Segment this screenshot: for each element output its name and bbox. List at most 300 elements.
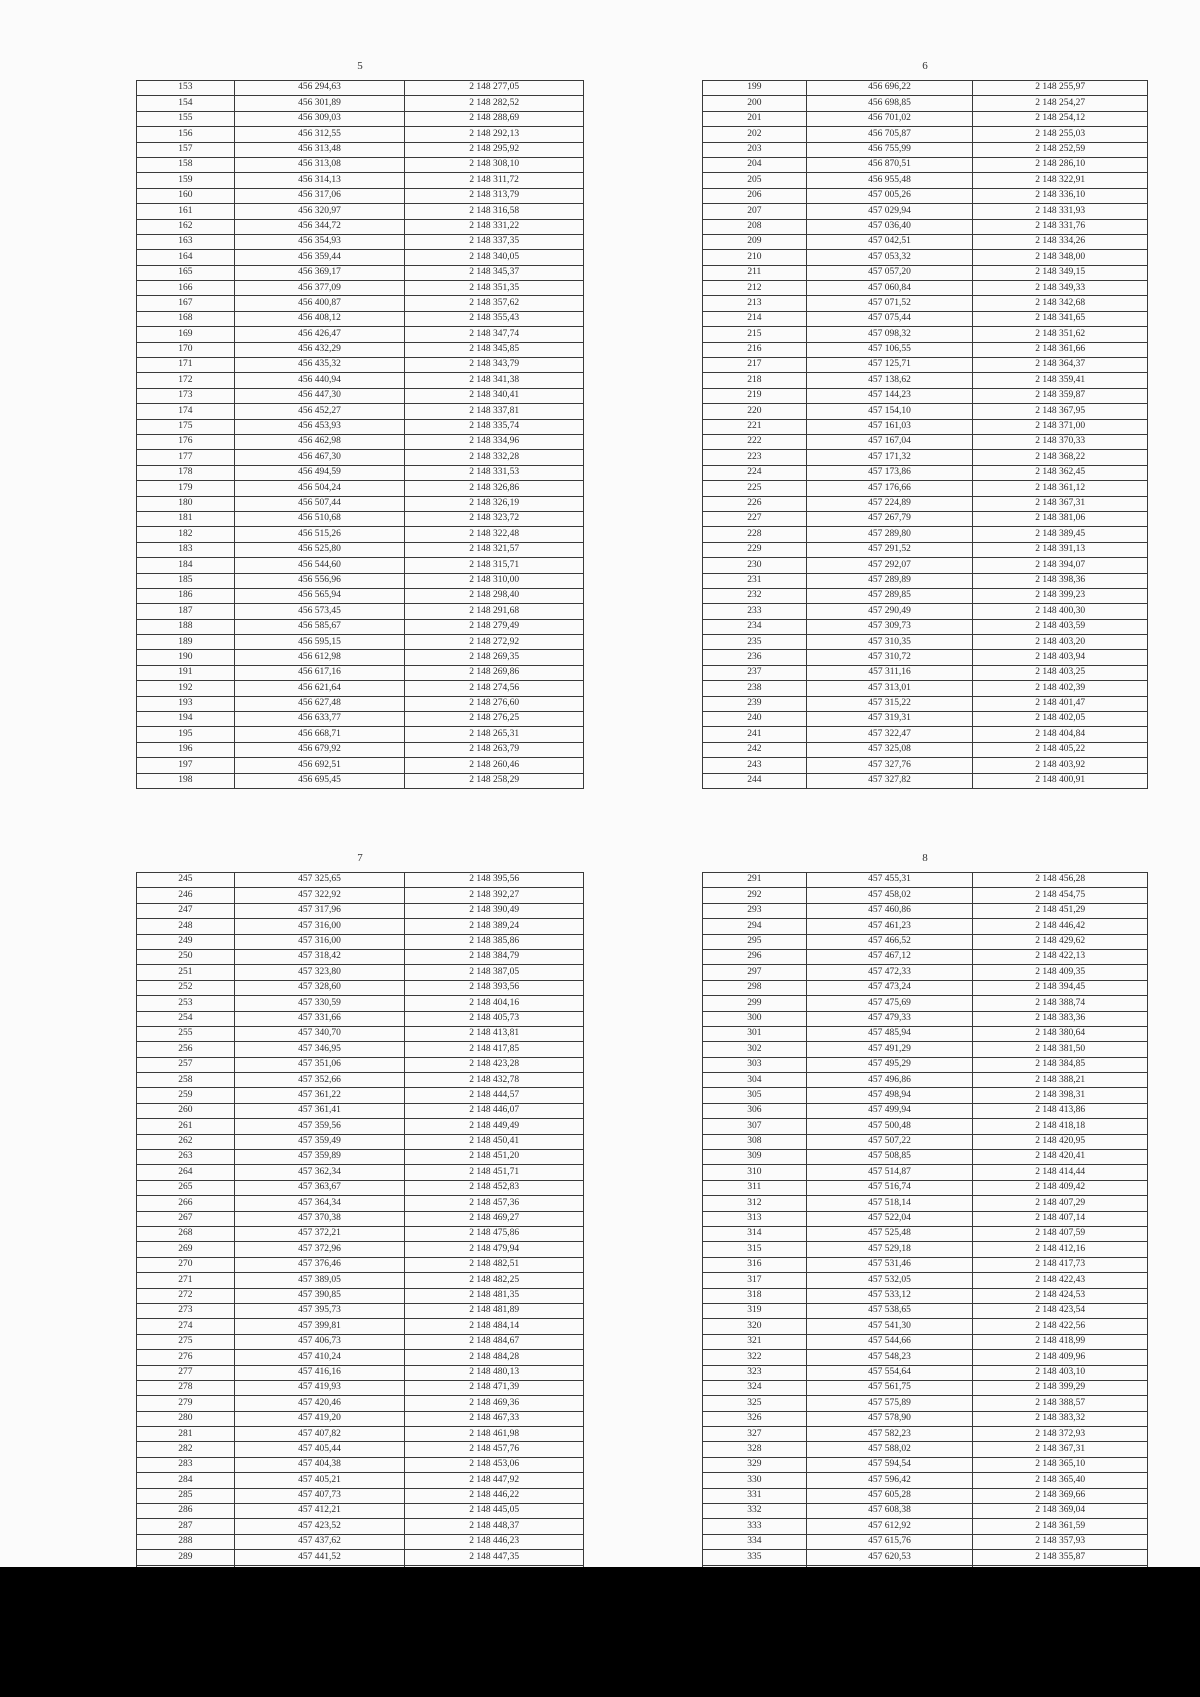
x-coordinate: 457 554,64: [806, 1365, 973, 1380]
x-coordinate: 456 696,22: [806, 81, 973, 96]
table-row: [137, 1504, 584, 1519]
table-row: [137, 965, 584, 980]
y-coordinate: 2 148 429,62: [973, 934, 1148, 949]
x-coordinate: 457 361,41: [234, 1103, 405, 1118]
x-coordinate: 457 467,12: [806, 949, 973, 964]
table-row: [137, 588, 584, 603]
x-coordinate: 457 466,52: [806, 934, 973, 949]
x-coordinate: 457 176,66: [806, 481, 973, 496]
x-coordinate: 457 460,86: [806, 903, 973, 918]
x-coordinate: 456 525,80: [234, 542, 405, 557]
y-coordinate: 2 148 252,59: [973, 142, 1148, 157]
table-row: [703, 511, 1148, 526]
point-number: 190: [137, 650, 235, 665]
y-coordinate: 2 148 323,72: [405, 511, 584, 526]
y-coordinate: 2 148 277,05: [405, 81, 584, 96]
x-coordinate: 457 292,07: [806, 558, 973, 573]
point-number: 234: [703, 619, 807, 634]
point-number: 324: [703, 1380, 807, 1395]
x-coordinate: 457 406,73: [234, 1334, 405, 1349]
table-row: [703, 1442, 1148, 1457]
table-row: [703, 157, 1148, 172]
x-coordinate: 457 405,44: [234, 1442, 405, 1457]
point-number: 168: [137, 311, 235, 326]
table-row: [137, 1180, 584, 1195]
y-coordinate: 2 148 453,06: [405, 1457, 584, 1472]
y-coordinate: 2 148 274,56: [405, 681, 584, 696]
y-coordinate: 2 148 292,13: [405, 127, 584, 142]
y-coordinate: 2 148 482,51: [405, 1257, 584, 1272]
point-number: 160: [137, 188, 235, 203]
y-coordinate: 2 148 409,96: [973, 1350, 1148, 1365]
x-coordinate: 457 316,00: [234, 934, 405, 949]
x-coordinate: 457 325,65: [234, 873, 405, 888]
x-coordinate: 456 313,48: [234, 142, 405, 157]
x-coordinate: 456 504,24: [234, 481, 405, 496]
y-coordinate: 2 148 345,37: [405, 265, 584, 280]
y-coordinate: 2 148 432,78: [405, 1073, 584, 1088]
y-coordinate: 2 148 315,71: [405, 558, 584, 573]
point-number: 252: [137, 980, 235, 995]
point-number: 167: [137, 296, 235, 311]
y-coordinate: 2 148 310,00: [405, 573, 584, 588]
point-number: 287: [137, 1519, 235, 1534]
table-row: [137, 434, 584, 449]
x-coordinate: 456 314,13: [234, 173, 405, 188]
table-row: [137, 1103, 584, 1118]
y-coordinate: 2 148 383,32: [973, 1411, 1148, 1426]
point-number: 241: [703, 727, 807, 742]
table-row: [137, 1457, 584, 1472]
y-coordinate: 2 148 255,03: [973, 127, 1148, 142]
point-number: 277: [137, 1365, 235, 1380]
y-coordinate: 2 148 369,04: [973, 1504, 1148, 1519]
point-number: 199: [703, 81, 807, 96]
table-row: [703, 873, 1148, 888]
table-row: [703, 1534, 1148, 1549]
y-coordinate: 2 148 367,31: [973, 1442, 1148, 1457]
y-coordinate: 2 148 394,45: [973, 980, 1148, 995]
point-number: 245: [137, 873, 235, 888]
table-row: [703, 265, 1148, 280]
y-coordinate: 2 148 381,06: [973, 511, 1148, 526]
point-number: 188: [137, 619, 235, 634]
y-coordinate: 2 148 326,86: [405, 481, 584, 496]
x-coordinate: 457 532,05: [806, 1273, 973, 1288]
point-number: 196: [137, 742, 235, 757]
point-number: 222: [703, 434, 807, 449]
x-coordinate: 457 267,79: [806, 511, 973, 526]
y-coordinate: 2 148 481,89: [405, 1303, 584, 1318]
x-coordinate: 456 377,09: [234, 281, 405, 296]
x-coordinate: 457 319,31: [806, 712, 973, 727]
y-coordinate: 2 148 403,25: [973, 665, 1148, 680]
point-number: 239: [703, 696, 807, 711]
y-coordinate: 2 148 364,37: [973, 358, 1148, 373]
y-coordinate: 2 148 423,54: [973, 1303, 1148, 1318]
y-coordinate: 2 148 482,25: [405, 1273, 584, 1288]
point-number: 203: [703, 142, 807, 157]
point-number: 215: [703, 327, 807, 342]
x-coordinate: 457 525,48: [806, 1226, 973, 1241]
y-coordinate: 2 148 279,49: [405, 619, 584, 634]
y-coordinate: 2 148 362,45: [973, 465, 1148, 480]
x-coordinate: 456 354,93: [234, 234, 405, 249]
y-coordinate: 2 148 342,68: [973, 296, 1148, 311]
point-number: 163: [137, 234, 235, 249]
y-coordinate: 2 148 403,94: [973, 650, 1148, 665]
table-row: [137, 481, 584, 496]
x-coordinate: 457 317,96: [234, 903, 405, 918]
point-number: 281: [137, 1427, 235, 1442]
x-coordinate: 456 494,59: [234, 465, 405, 480]
y-coordinate: 2 148 446,23: [405, 1534, 584, 1549]
table-row: [703, 1396, 1148, 1411]
table-row: [137, 1165, 584, 1180]
y-coordinate: 2 148 361,12: [973, 481, 1148, 496]
y-coordinate: 2 148 276,60: [405, 696, 584, 711]
y-coordinate: 2 148 349,15: [973, 265, 1148, 280]
table-row: [703, 1288, 1148, 1303]
y-coordinate: 2 148 457,36: [405, 1196, 584, 1211]
x-coordinate: 457 500,48: [806, 1119, 973, 1134]
table-row: [703, 888, 1148, 903]
y-coordinate: 2 148 451,20: [405, 1150, 584, 1165]
x-coordinate: 457 575,89: [806, 1396, 973, 1411]
y-coordinate: 2 148 423,28: [405, 1057, 584, 1072]
x-coordinate: 457 363,67: [234, 1180, 405, 1195]
y-coordinate: 2 148 399,23: [973, 588, 1148, 603]
point-number: 282: [137, 1442, 235, 1457]
table-row: [703, 1196, 1148, 1211]
table-row: [703, 527, 1148, 542]
coordinates-table: [136, 80, 584, 789]
x-coordinate: 457 541,30: [806, 1319, 973, 1334]
y-coordinate: 2 148 413,81: [405, 1026, 584, 1041]
y-coordinate: 2 148 383,36: [973, 1011, 1148, 1026]
y-coordinate: 2 148 389,24: [405, 919, 584, 934]
point-number: 212: [703, 281, 807, 296]
x-coordinate: 456 312,55: [234, 127, 405, 142]
table-row: [703, 96, 1148, 111]
y-coordinate: 2 148 418,18: [973, 1119, 1148, 1134]
point-number: 304: [703, 1073, 807, 1088]
y-coordinate: 2 148 388,57: [973, 1396, 1148, 1411]
x-coordinate: 456 544,60: [234, 558, 405, 573]
y-coordinate: 2 148 387,05: [405, 965, 584, 980]
y-coordinate: 2 148 335,74: [405, 419, 584, 434]
table-row: [137, 888, 584, 903]
table-row: [703, 234, 1148, 249]
x-coordinate: 457 323,80: [234, 965, 405, 980]
point-number: 238: [703, 681, 807, 696]
point-number: 261: [137, 1119, 235, 1134]
x-coordinate: 457 370,38: [234, 1211, 405, 1226]
y-coordinate: 2 148 355,43: [405, 311, 584, 326]
point-number: 185: [137, 573, 235, 588]
x-coordinate: 457 331,66: [234, 1011, 405, 1026]
y-coordinate: 2 148 254,27: [973, 96, 1148, 111]
point-number: 235: [703, 635, 807, 650]
x-coordinate: 456 698,85: [806, 96, 973, 111]
y-coordinate: 2 148 347,74: [405, 327, 584, 342]
page-number: 8: [922, 852, 928, 864]
table-row: [703, 250, 1148, 265]
y-coordinate: 2 148 341,65: [973, 311, 1148, 326]
y-coordinate: 2 148 479,94: [405, 1242, 584, 1257]
x-coordinate: 457 053,32: [806, 250, 973, 265]
table-row: [137, 1026, 584, 1041]
y-coordinate: 2 148 452,83: [405, 1180, 584, 1195]
table-row: [137, 727, 584, 742]
x-coordinate: 457 315,22: [806, 696, 973, 711]
x-coordinate: 457 106,55: [806, 342, 973, 357]
point-number: 200: [703, 96, 807, 111]
x-coordinate: 457 057,20: [806, 265, 973, 280]
y-coordinate: 2 148 402,39: [973, 681, 1148, 696]
x-coordinate: 457 144,23: [806, 388, 973, 403]
point-number: 158: [137, 157, 235, 172]
y-coordinate: 2 148 263,79: [405, 742, 584, 757]
table-row: [137, 1196, 584, 1211]
table-row: [137, 1273, 584, 1288]
x-coordinate: 456 573,45: [234, 604, 405, 619]
y-coordinate: 2 148 446,22: [405, 1488, 584, 1503]
x-coordinate: 457 352,66: [234, 1073, 405, 1088]
table-row: [703, 996, 1148, 1011]
table-row: [137, 1042, 584, 1057]
x-coordinate: 457 060,84: [806, 281, 973, 296]
y-coordinate: 2 148 357,93: [973, 1534, 1148, 1549]
x-coordinate: 456 701,02: [806, 111, 973, 126]
table-row: [703, 1427, 1148, 1442]
point-number: 308: [703, 1134, 807, 1149]
x-coordinate: 456 452,27: [234, 404, 405, 419]
point-number: 240: [703, 712, 807, 727]
table-row: [703, 604, 1148, 619]
x-coordinate: 457 514,87: [806, 1165, 973, 1180]
point-number: 276: [137, 1350, 235, 1365]
x-coordinate: 456 705,87: [806, 127, 973, 142]
table-row: [703, 311, 1148, 326]
x-coordinate: 457 362,34: [234, 1165, 405, 1180]
point-number: 312: [703, 1196, 807, 1211]
point-number: 330: [703, 1473, 807, 1488]
y-coordinate: 2 148 447,92: [405, 1473, 584, 1488]
point-number: 213: [703, 296, 807, 311]
x-coordinate: 457 491,29: [806, 1042, 973, 1057]
table-row: [137, 1211, 584, 1226]
point-number: 314: [703, 1226, 807, 1241]
table-row: [703, 558, 1148, 573]
table-row: [137, 773, 584, 788]
page-number: 5: [357, 60, 363, 72]
point-number: 208: [703, 219, 807, 234]
point-number: 274: [137, 1319, 235, 1334]
y-coordinate: 2 148 454,75: [973, 888, 1148, 903]
table-row: [137, 1150, 584, 1165]
x-coordinate: 457 479,33: [806, 1011, 973, 1026]
x-coordinate: 456 556,96: [234, 573, 405, 588]
table-row: [703, 619, 1148, 634]
x-coordinate: 456 462,98: [234, 434, 405, 449]
table-row: [137, 949, 584, 964]
table-row: [137, 1242, 584, 1257]
table-row: [703, 1180, 1148, 1195]
y-coordinate: 2 148 407,59: [973, 1226, 1148, 1241]
y-coordinate: 2 148 391,13: [973, 542, 1148, 557]
point-number: 214: [703, 311, 807, 326]
point-number: 221: [703, 419, 807, 434]
x-coordinate: 457 538,65: [806, 1303, 973, 1318]
point-number: 218: [703, 373, 807, 388]
x-coordinate: 457 309,73: [806, 619, 973, 634]
x-coordinate: 457 608,38: [806, 1504, 973, 1519]
table-row: [137, 173, 584, 188]
y-coordinate: 2 148 409,35: [973, 965, 1148, 980]
table-row: [703, 404, 1148, 419]
point-number: 254: [137, 1011, 235, 1026]
table-row: [703, 758, 1148, 773]
y-coordinate: 2 148 398,31: [973, 1088, 1148, 1103]
table-row: [703, 81, 1148, 96]
table-row: [137, 558, 584, 573]
table-row: [703, 1042, 1148, 1057]
table-row: [703, 388, 1148, 403]
y-coordinate: 2 148 400,91: [973, 773, 1148, 788]
x-coordinate: 457 327,76: [806, 758, 973, 773]
point-number: 250: [137, 949, 235, 964]
x-coordinate: 457 340,70: [234, 1026, 405, 1041]
point-number: 170: [137, 342, 235, 357]
point-number: 154: [137, 96, 235, 111]
x-coordinate: 457 548,23: [806, 1350, 973, 1365]
point-number: 262: [137, 1134, 235, 1149]
table-row: [703, 773, 1148, 788]
x-coordinate: 457 359,49: [234, 1134, 405, 1149]
table-row: [703, 1134, 1148, 1149]
point-number: 202: [703, 127, 807, 142]
table-row: [137, 1365, 584, 1380]
table-row: [137, 604, 584, 619]
y-coordinate: 2 148 417,85: [405, 1042, 584, 1057]
table-row: [703, 1242, 1148, 1257]
point-number: 206: [703, 188, 807, 203]
x-coordinate: 456 320,97: [234, 204, 405, 219]
table-row: [137, 327, 584, 342]
x-coordinate: 457 290,49: [806, 604, 973, 619]
point-number: 247: [137, 903, 235, 918]
y-coordinate: 2 148 345,85: [405, 342, 584, 357]
point-number: 270: [137, 1257, 235, 1272]
table-row: [703, 296, 1148, 311]
x-coordinate: 457 075,44: [806, 311, 973, 326]
table-row: [137, 1473, 584, 1488]
x-coordinate: 457 138,62: [806, 373, 973, 388]
x-coordinate: 456 313,08: [234, 157, 405, 172]
y-coordinate: 2 148 422,43: [973, 1273, 1148, 1288]
y-coordinate: 2 148 365,10: [973, 1457, 1148, 1472]
x-coordinate: 457 289,85: [806, 588, 973, 603]
x-coordinate: 456 612,98: [234, 650, 405, 665]
point-number: 305: [703, 1088, 807, 1103]
x-coordinate: 457 322,92: [234, 888, 405, 903]
point-number: 207: [703, 204, 807, 219]
table-row: [703, 1257, 1148, 1272]
y-coordinate: 2 148 359,41: [973, 373, 1148, 388]
point-number: 216: [703, 342, 807, 357]
coordinates-table: [702, 80, 1148, 789]
y-coordinate: 2 148 399,29: [973, 1380, 1148, 1395]
point-number: 310: [703, 1165, 807, 1180]
point-number: 321: [703, 1334, 807, 1349]
y-coordinate: 2 148 255,97: [973, 81, 1148, 96]
y-coordinate: 2 148 381,50: [973, 1042, 1148, 1057]
point-number: 311: [703, 1180, 807, 1195]
y-coordinate: 2 148 316,58: [405, 204, 584, 219]
y-coordinate: 2 148 400,30: [973, 604, 1148, 619]
table-row: [703, 327, 1148, 342]
y-coordinate: 2 148 291,68: [405, 604, 584, 619]
x-coordinate: 456 447,30: [234, 388, 405, 403]
point-number: 177: [137, 450, 235, 465]
x-coordinate: 456 453,93: [234, 419, 405, 434]
y-coordinate: 2 148 260,46: [405, 758, 584, 773]
table-row: [703, 465, 1148, 480]
table-row: [137, 919, 584, 934]
x-coordinate: 457 441,52: [234, 1550, 405, 1565]
x-coordinate: 456 301,89: [234, 96, 405, 111]
y-coordinate: 2 148 384,79: [405, 949, 584, 964]
y-coordinate: 2 148 412,16: [973, 1242, 1148, 1257]
point-number: 332: [703, 1504, 807, 1519]
point-number: 228: [703, 527, 807, 542]
x-coordinate: 457 522,04: [806, 1211, 973, 1226]
table-row: [137, 465, 584, 480]
table-row: [137, 1226, 584, 1241]
table-row: [137, 934, 584, 949]
x-coordinate: 457 125,71: [806, 358, 973, 373]
y-coordinate: 2 148 337,35: [405, 234, 584, 249]
y-coordinate: 2 148 471,39: [405, 1380, 584, 1395]
point-number: 178: [137, 465, 235, 480]
y-coordinate: 2 148 395,56: [405, 873, 584, 888]
table-row: [703, 373, 1148, 388]
y-coordinate: 2 148 398,36: [973, 573, 1148, 588]
point-number: 331: [703, 1488, 807, 1503]
y-coordinate: 2 148 367,95: [973, 404, 1148, 419]
table-row: [137, 127, 584, 142]
y-coordinate: 2 148 332,28: [405, 450, 584, 465]
y-coordinate: 2 148 393,56: [405, 980, 584, 995]
x-coordinate: 456 507,44: [234, 496, 405, 511]
x-coordinate: 456 621,64: [234, 681, 405, 696]
x-coordinate: 457 437,62: [234, 1534, 405, 1549]
point-number: 193: [137, 696, 235, 711]
x-coordinate: 456 317,06: [234, 188, 405, 203]
table-row: [137, 1534, 584, 1549]
x-coordinate: 457 416,16: [234, 1365, 405, 1380]
x-coordinate: 457 419,20: [234, 1411, 405, 1426]
y-coordinate: 2 148 334,96: [405, 434, 584, 449]
y-coordinate: 2 148 450,41: [405, 1134, 584, 1149]
table-row: [703, 1488, 1148, 1503]
y-coordinate: 2 148 484,28: [405, 1350, 584, 1365]
point-number: 248: [137, 919, 235, 934]
y-coordinate: 2 148 414,44: [973, 1165, 1148, 1180]
x-coordinate: 456 627,48: [234, 696, 405, 711]
point-number: 283: [137, 1457, 235, 1472]
